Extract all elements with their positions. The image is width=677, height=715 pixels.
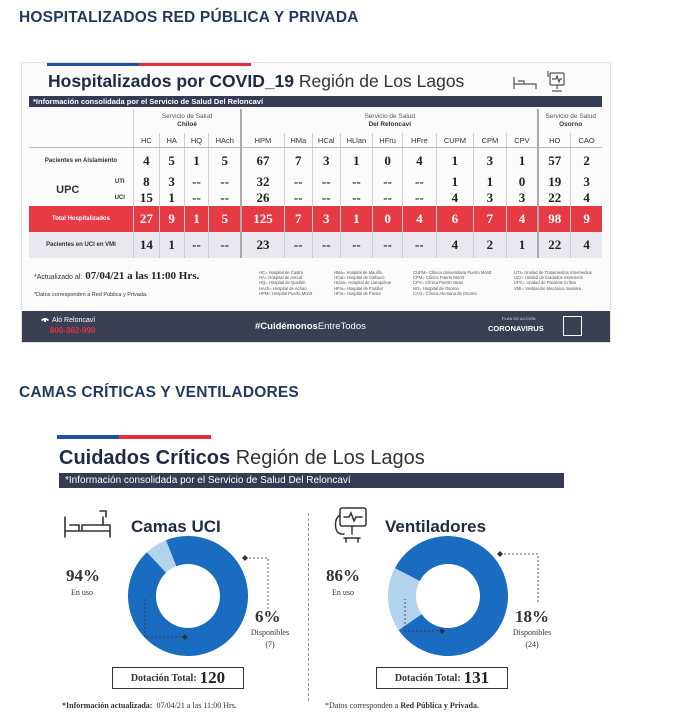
cell-uti-hfru: -- bbox=[373, 174, 403, 190]
row-uci bbox=[29, 190, 602, 206]
row-aislamiento bbox=[29, 148, 602, 175]
cell-aislamiento-hc: 4 bbox=[133, 148, 159, 175]
cell-vmi-ha: 1 bbox=[159, 232, 184, 258]
row-label: UCI bbox=[114, 195, 125, 201]
uci-in-use-pct: 94% bbox=[66, 566, 100, 585]
title-light: Región de Los Lagos bbox=[298, 71, 465, 91]
cell-uti-hq: -- bbox=[184, 174, 209, 190]
data-note: *Datos corresponden a Red Pública y Privada. bbox=[325, 701, 479, 710]
cell-total-ho: 98 bbox=[538, 206, 570, 232]
cell-total-cpv: 4 bbox=[506, 206, 538, 232]
cell-aislamiento-cupm: 1 bbox=[436, 148, 474, 175]
cell-aislamiento-hfre: 4 bbox=[403, 148, 436, 175]
cell-uti-hach: -- bbox=[209, 174, 241, 190]
cell-total-hq: 1 bbox=[184, 206, 209, 232]
cell-aislamiento-cpm: 3 bbox=[474, 148, 506, 175]
row-uti bbox=[29, 174, 602, 190]
cell-vmi-hcal: -- bbox=[312, 232, 340, 258]
cell-uci-ha: 1 bbox=[159, 190, 184, 206]
col-header: HPM bbox=[241, 133, 284, 148]
cell-vmi-hma: -- bbox=[284, 232, 312, 258]
helpline-number[interactable]: 800-362-990 bbox=[50, 326, 96, 335]
cell-aislamiento-hpm: 67 bbox=[241, 148, 284, 175]
cuidados-criticos-infographic bbox=[40, 429, 570, 715]
cell-vmi-hc: 14 bbox=[133, 232, 159, 258]
col-header: HMa bbox=[284, 133, 312, 148]
uci-available-count: (7) bbox=[265, 640, 275, 649]
uci-total-value: 120 bbox=[199, 668, 226, 687]
row-label: Total Hospitalizados bbox=[29, 206, 133, 232]
legend-item: HFre= Hospital de Fresia bbox=[334, 290, 381, 296]
legend-item: HCal= Hospital de Calbuco bbox=[334, 275, 385, 281]
vent-total-label: Dotación Total: bbox=[394, 672, 461, 684]
cell-uti-ho: 19 bbox=[538, 174, 570, 190]
legend-column bbox=[334, 270, 391, 296]
legend-item: HC= Hospital de Castro bbox=[259, 270, 304, 275]
cell-total-hach: 5 bbox=[209, 206, 241, 232]
upc-label: UPC bbox=[56, 184, 80, 196]
col-header: HFru bbox=[373, 133, 403, 148]
update-label: *Actualizado al: bbox=[34, 274, 83, 281]
phone-icon bbox=[40, 317, 50, 325]
hashtag: #CuidémonosEntreTodos bbox=[255, 321, 366, 332]
hospitalizados-infographic bbox=[21, 62, 611, 343]
col-header: CPV bbox=[506, 133, 538, 148]
cell-aislamiento-hq: 1 bbox=[184, 148, 209, 175]
plan-label: PLAN DE ACCIÓN bbox=[502, 316, 536, 321]
cell-total-hma: 7 bbox=[284, 206, 312, 232]
cell-aislamiento-hcal: 3 bbox=[312, 148, 340, 175]
legend-column bbox=[413, 270, 491, 296]
uci-title: Camas UCI bbox=[131, 517, 221, 536]
cell-vmi-hfru: -- bbox=[373, 232, 403, 258]
cell-vmi-hpm: 23 bbox=[241, 232, 284, 258]
col-header: HO bbox=[538, 133, 570, 148]
uci-in-use-label: En uso bbox=[71, 588, 93, 597]
legend-item: UPC= Unidad de Paciente Crítico bbox=[514, 280, 577, 286]
uci-available-label: Disponibles bbox=[250, 628, 290, 637]
legend-item: HLlan= Hospital de Llanquihue bbox=[334, 280, 392, 286]
cell-vmi-hllan: -- bbox=[340, 232, 372, 258]
row-label: Pacientes en Aislamiento bbox=[44, 158, 118, 164]
uci-total-label: Dotación Total: bbox=[130, 672, 197, 684]
donut-slice-en-uso bbox=[128, 536, 248, 656]
flag-stripe-blue bbox=[57, 435, 119, 439]
cell-aislamiento-hma: 7 bbox=[284, 148, 312, 175]
cell-uci-hach: -- bbox=[209, 190, 241, 206]
title-bold: Cuidados Críticos bbox=[59, 447, 231, 469]
cell-total-cupm: 6 bbox=[436, 206, 474, 232]
vent-title: Ventiladores bbox=[385, 517, 487, 536]
cell-uti-ha: 3 bbox=[159, 174, 184, 190]
legend-item: UTI= Unidad de Tratamientos Intermedios bbox=[514, 270, 592, 275]
infographic-title bbox=[48, 71, 464, 92]
cell-uci-ho: 22 bbox=[538, 190, 570, 206]
legend-item: HQ= Hospital de Quellón bbox=[259, 280, 306, 286]
col-header: CPM bbox=[474, 133, 506, 148]
vent-total-box bbox=[376, 667, 508, 689]
cell-uti-hc: 8 bbox=[133, 174, 159, 190]
section-title-camas: CAMAS CRÍTICAS Y VENTILADORES bbox=[19, 384, 299, 401]
cell-vmi-ho: 22 bbox=[538, 232, 570, 258]
legend-item: CAO= Clínica Alemana de Osorno bbox=[413, 290, 477, 296]
col-header: HQ bbox=[184, 133, 209, 148]
cell-vmi-hfre: -- bbox=[403, 232, 436, 258]
cell-total-hcal: 3 bbox=[312, 206, 340, 232]
uci-available-pct: 6% bbox=[255, 607, 281, 626]
cell-total-hpm: 125 bbox=[241, 206, 284, 232]
group-chiloe: Servicio de Salud Chiloé bbox=[133, 109, 241, 133]
cell-uci-hc: 15 bbox=[133, 190, 159, 206]
cell-uti-hpm: 32 bbox=[241, 174, 284, 190]
cell-uti-cao: 3 bbox=[571, 174, 602, 190]
cell-uci-cpv: 3 bbox=[506, 190, 538, 206]
legend-item: VMI= Ventilación Mecánica Invasiva bbox=[514, 285, 581, 291]
cell-uci-hma: -- bbox=[284, 190, 312, 206]
uci-total-box bbox=[112, 667, 244, 689]
cell-aislamiento-ho: 57 bbox=[538, 148, 570, 175]
helpline-label: Aló Reloncaví bbox=[52, 317, 96, 324]
subtitle-band: *Información consolidada por el Servicio de Salud Del Reloncaví bbox=[59, 473, 564, 488]
cell-uti-cpv: 0 bbox=[506, 174, 538, 190]
government-logo-icon bbox=[563, 316, 582, 336]
cell-vmi-hq: -- bbox=[184, 232, 209, 258]
cell-total-hllan: 1 bbox=[340, 206, 372, 232]
legend-item: HA= Hospital de Ancud bbox=[259, 275, 303, 281]
infographic-title bbox=[59, 447, 425, 470]
legend-column bbox=[259, 270, 312, 296]
cell-total-hfre: 4 bbox=[403, 206, 436, 232]
vent-in-use-pct: 86% bbox=[326, 566, 360, 585]
cell-vmi-cpv: 1 bbox=[506, 232, 538, 258]
legend-item: UCI= Unidad de Cuidados Intensivos bbox=[514, 275, 583, 281]
col-header: HC bbox=[133, 133, 159, 148]
vent-in-use-label: En uso bbox=[332, 588, 354, 597]
cell-total-hfru: 0 bbox=[373, 206, 403, 232]
title-light: Región de Los Lagos bbox=[235, 447, 425, 469]
legend-item: HMa= Hospital de Maullín bbox=[334, 270, 383, 275]
col-header: HCal bbox=[312, 133, 340, 148]
cell-vmi-cao: 4 bbox=[571, 232, 602, 258]
flag-stripe-red bbox=[139, 63, 251, 66]
group-osorno: Servicio de Salud Osorno bbox=[538, 109, 602, 133]
title-bold: Hospitalizados por COVID_19 bbox=[48, 71, 295, 91]
cell-vmi-hach: -- bbox=[209, 232, 241, 258]
cell-total-cpm: 7 bbox=[474, 206, 506, 232]
cell-total-hc: 27 bbox=[133, 206, 159, 232]
cell-aislamiento-hfru: 0 bbox=[373, 148, 403, 175]
footer-band bbox=[22, 311, 610, 342]
vent-available-label: Disponibles bbox=[512, 628, 552, 637]
cell-total-ha: 9 bbox=[159, 206, 184, 232]
cell-aislamiento-hllan: 1 bbox=[340, 148, 372, 175]
section-title-hospitalizados: HOSPITALIZADOS RED PÚBLICA Y PRIVADA bbox=[19, 9, 359, 26]
cell-uci-hpm: 26 bbox=[241, 190, 284, 206]
vent-available-count: (24) bbox=[525, 640, 539, 649]
row-label: Pacientes en UCI en VMI bbox=[29, 232, 133, 258]
update-value: 07/04/21 a las 11:00 Hrs. bbox=[85, 270, 200, 282]
cell-uci-hq: -- bbox=[184, 190, 209, 206]
legend-item: HFru= Hospital de Frutillar bbox=[334, 285, 383, 291]
cell-uti-hcal: -- bbox=[312, 174, 340, 190]
update-timestamp bbox=[34, 270, 199, 282]
col-header: HAch bbox=[209, 133, 241, 148]
legend-item: HAch= Hospital de Achao bbox=[259, 285, 307, 291]
group-header-row bbox=[29, 109, 602, 133]
row-label: UTI bbox=[114, 179, 125, 185]
legend-item: CPM= Clínica Puerto Montt bbox=[413, 275, 464, 281]
uci-donut bbox=[128, 536, 248, 656]
group-reloncavi: Servicio de Salud Del Reloncaví bbox=[241, 109, 538, 133]
cell-vmi-cpm: 2 bbox=[474, 232, 506, 258]
cell-uti-cupm: 1 bbox=[436, 174, 474, 190]
cell-uci-cao: 4 bbox=[571, 190, 602, 206]
update-timestamp bbox=[62, 701, 237, 710]
vent-donut bbox=[388, 536, 508, 656]
col-header: CAO bbox=[571, 133, 602, 148]
flag-stripe-red bbox=[119, 435, 211, 439]
cell-aislamiento-cao: 2 bbox=[571, 148, 602, 175]
update-value: 07/04/21 a las 11:00 Hrs. bbox=[156, 701, 237, 710]
cell-uci-hllan: -- bbox=[340, 190, 372, 206]
col-header: HA bbox=[159, 133, 184, 148]
row-total bbox=[29, 206, 602, 232]
cell-aislamiento-ha: 5 bbox=[159, 148, 184, 175]
vent-total-value: 131 bbox=[463, 668, 490, 687]
col-header: HFre bbox=[403, 133, 436, 148]
subtitle-band: *Información consolidada por el Servicio de Salud Del Reloncaví bbox=[29, 96, 602, 107]
cell-vmi-cupm: 4 bbox=[436, 232, 474, 258]
data-note: *Datos corresponden a Red Pública y Privada. bbox=[34, 292, 148, 298]
update-label: *Información actualizada: bbox=[62, 701, 153, 710]
legend-column bbox=[514, 270, 592, 291]
col-header: CUPM bbox=[436, 133, 474, 148]
cell-uci-hfre: -- bbox=[403, 190, 436, 206]
cell-uci-hfru: -- bbox=[373, 190, 403, 206]
hospitalizados-table bbox=[29, 109, 602, 258]
cell-uci-cupm: 4 bbox=[436, 190, 474, 206]
coronavirus-label: CORONAVIRUS bbox=[488, 324, 544, 333]
column-header-row bbox=[29, 133, 602, 148]
legend-item: HO= Hospital de Osorno bbox=[413, 285, 459, 291]
col-header: HLlan bbox=[340, 133, 372, 148]
cell-uti-hllan: -- bbox=[340, 174, 372, 190]
panel-divider bbox=[308, 513, 309, 701]
cell-uci-cpm: 3 bbox=[474, 190, 506, 206]
vent-available-pct: 18% bbox=[515, 607, 549, 626]
flag-stripe-blue bbox=[47, 63, 139, 66]
legend-item: CUPM= Clínica Universitaria Puerto Montt bbox=[413, 270, 492, 275]
cell-uti-cpm: 1 bbox=[474, 174, 506, 190]
cell-uti-hma: -- bbox=[284, 174, 312, 190]
cell-uci-hcal: -- bbox=[312, 190, 340, 206]
legend-item: CPV= Clínica Puerto Varas bbox=[413, 280, 464, 286]
row-vmi bbox=[29, 232, 602, 258]
cell-uti-hfre: -- bbox=[403, 174, 436, 190]
cell-aislamiento-cpv: 1 bbox=[506, 148, 538, 175]
legend-item: HPM= Hospital Puerto Montt bbox=[259, 290, 313, 296]
cell-aislamiento-hach: 5 bbox=[209, 148, 241, 175]
cell-total-cao: 9 bbox=[571, 206, 602, 232]
hospital-bed-icon bbox=[512, 69, 572, 95]
